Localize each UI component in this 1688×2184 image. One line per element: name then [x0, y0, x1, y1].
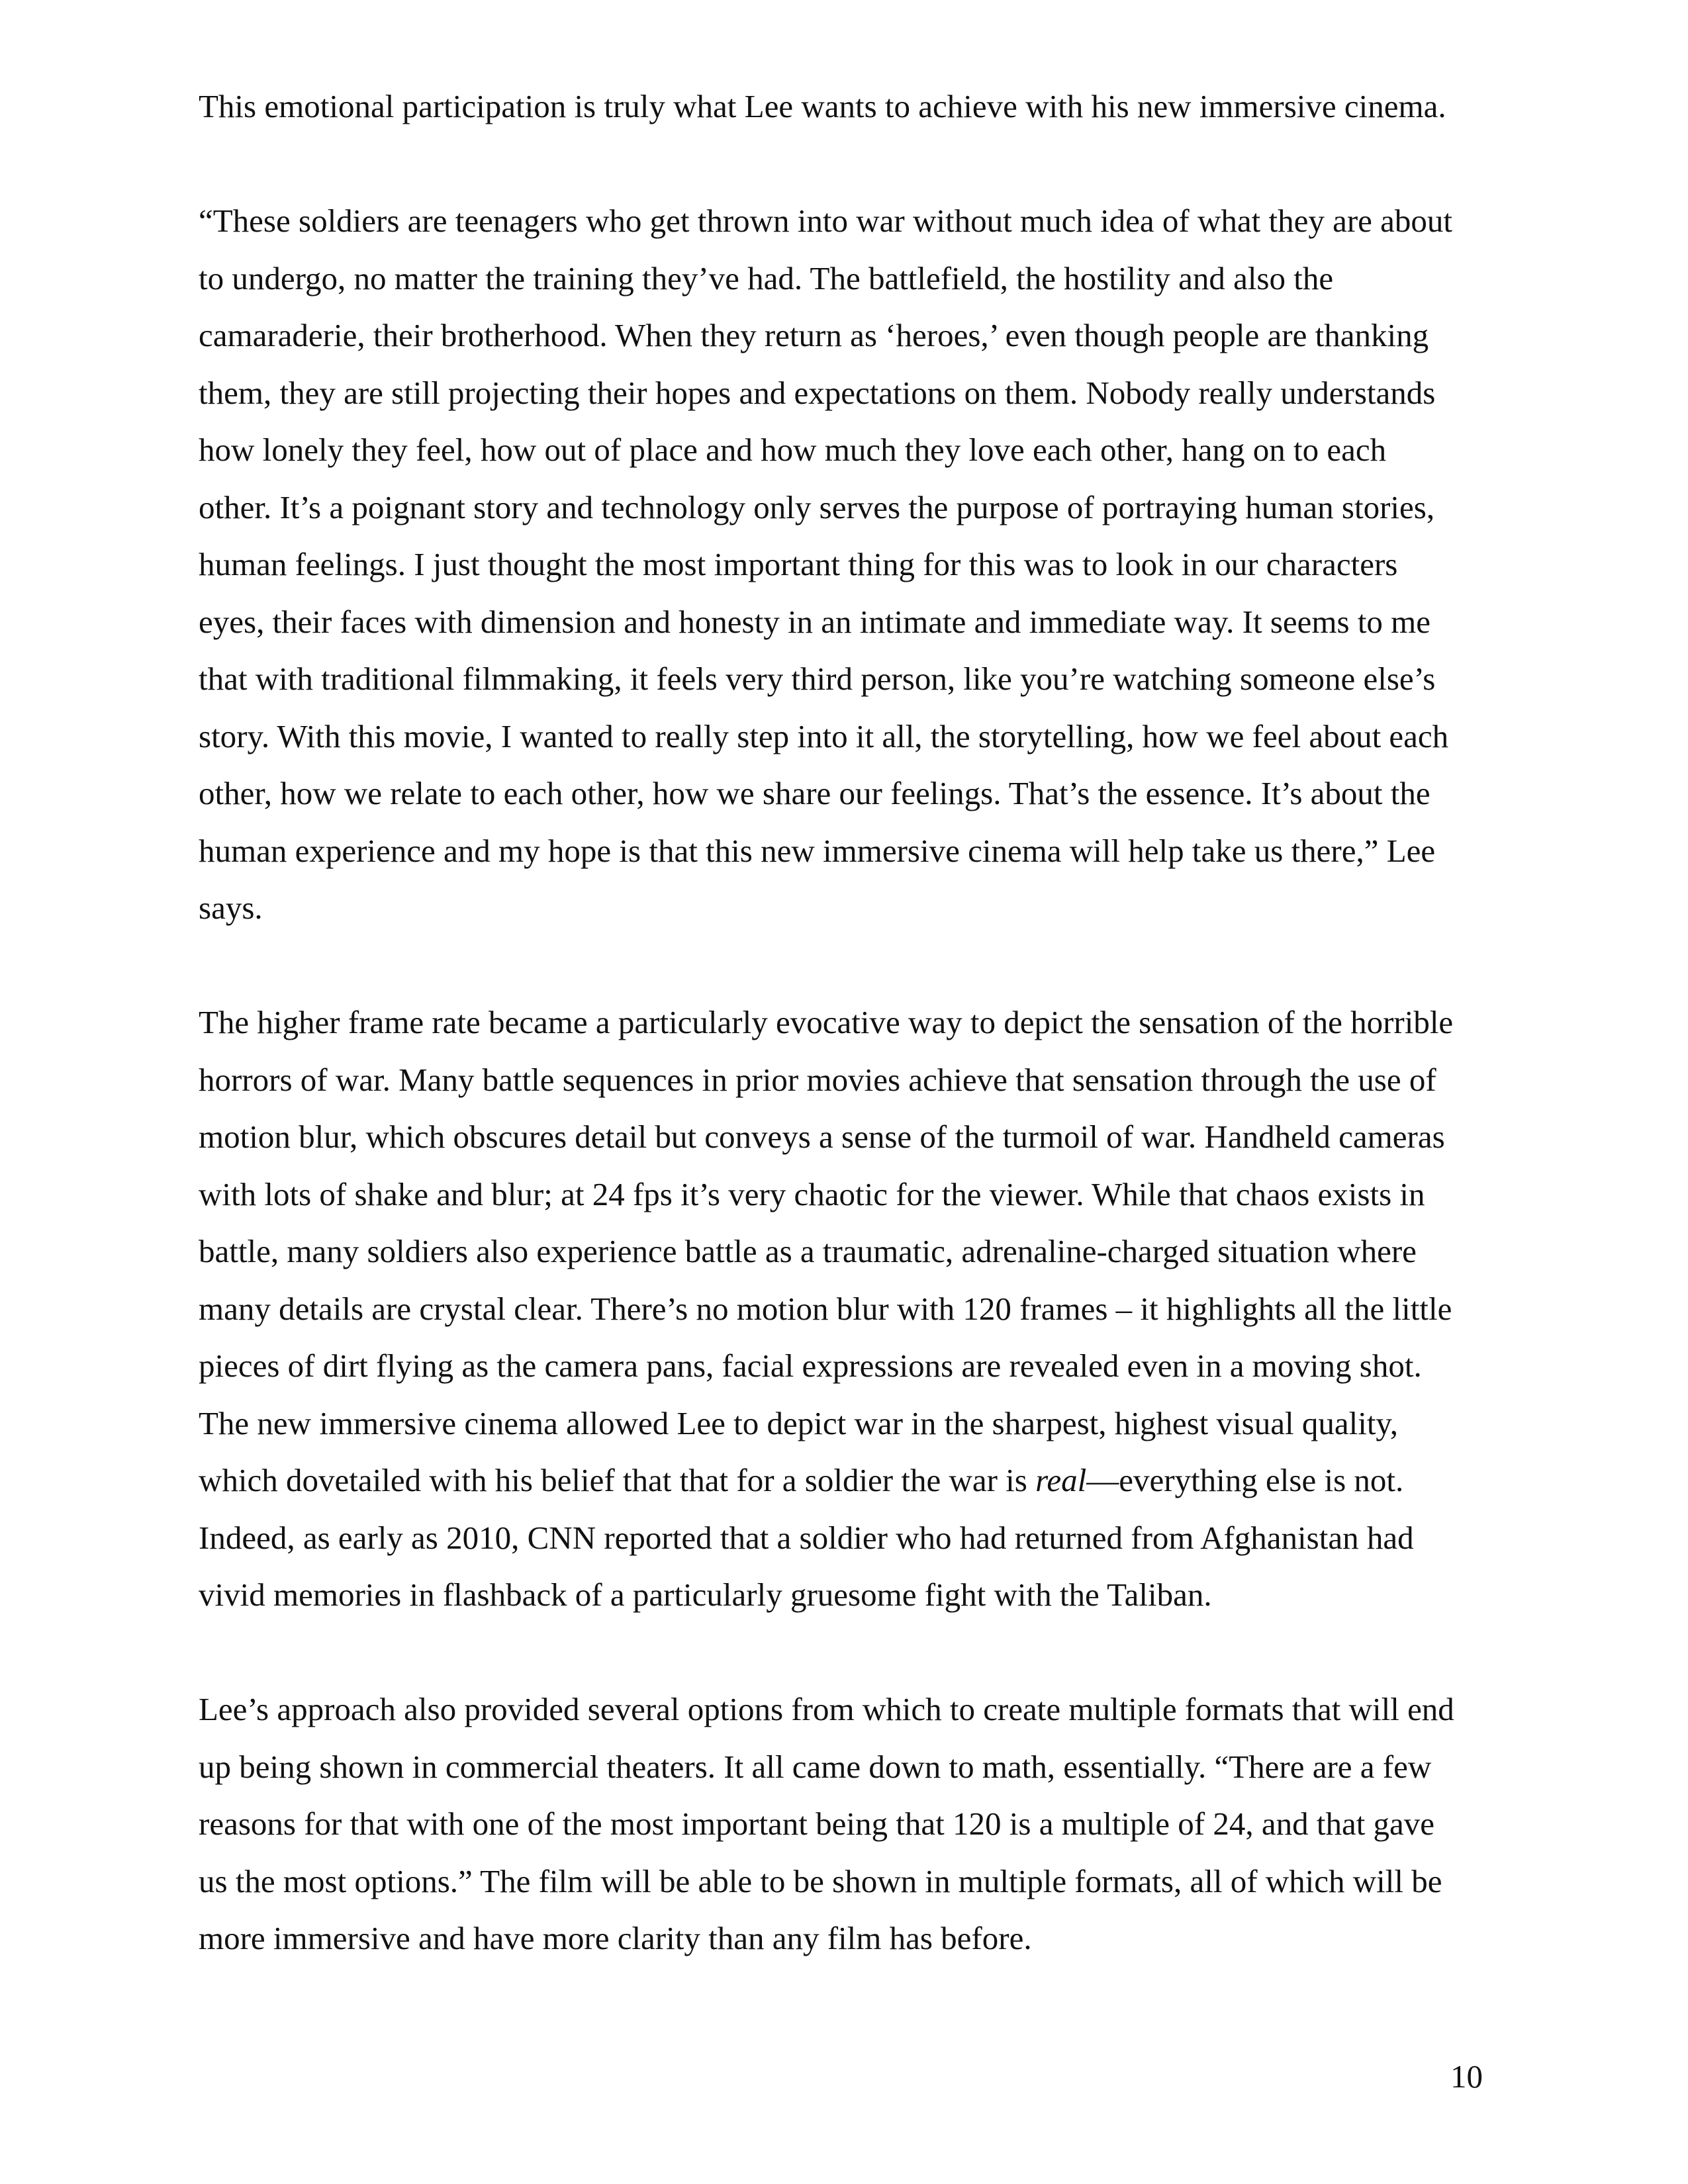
text-line: to undergo, no matter the training they’ve had. The battlefield, the hostility and also the — [199, 259, 1334, 296]
text-line: eyes, their faces with dimension and honesty in an intimate and immediate way. It seems to me — [199, 603, 1431, 640]
text-line: up being shown in commercial theaters. It all came down to math, essentially. “There are a few — [199, 1748, 1432, 1785]
text-segment: which dovetailed with his belief that that for a soldier the war is — [199, 1462, 1036, 1498]
text-line: pieces of dirt flying as the camera pans, facial expressions are revealed even in a moving shot. — [199, 1347, 1422, 1384]
text-line: other. It’s a poignant story and technology only serves the purpose of portraying human stories, — [199, 488, 1435, 525]
text-line: more immersive and have more clarity than any film has before. — [199, 1920, 1032, 1956]
text-line: that with traditional filmmaking, it feels very third person, like you’re watching someone else’s — [199, 660, 1436, 697]
text-line: human experience and my hope is that this new immersive cinema will help take us there,” Lee — [199, 832, 1436, 869]
text-line: reasons for that with one of the most important being that 120 is a multiple of 24, and that gave — [199, 1805, 1435, 1842]
text-line: many details are crystal clear. There’s no motion blur with 120 frames – it highlights all the little — [199, 1290, 1452, 1327]
text-line: The higher frame rate became a particularly evocative way to depict the sensation of the horrible — [199, 1004, 1454, 1040]
text-line: how lonely they feel, how out of place and how much they love each other, hang on to each — [199, 432, 1387, 468]
text-line: them, they are still projecting their hopes and expectations on them. Nobody really understands — [199, 374, 1436, 411]
text-segment: —everything else is not. — [1086, 1462, 1404, 1498]
paragraph-1 — [199, 78, 1496, 136]
paragraph-3 — [199, 994, 1496, 1624]
text-line: human feelings. I just thought the most important thing for this was to look in our characters — [199, 546, 1398, 582]
text-line-with-italic — [199, 1452, 1496, 1510]
text-line: other, how we relate to each other, how we share our feelings. That’s the essence. It’s about the — [199, 775, 1430, 811]
text-line: vivid memories in flashback of a particularly gruesome fight with the Taliban. — [199, 1576, 1212, 1613]
text-line: The new immersive cinema allowed Lee to depict war in the sharpest, highest visual quality, — [199, 1404, 1398, 1441]
text-line: with lots of shake and blur; at 24 fps it’s very chaotic for the viewer. While that chaos exists in — [199, 1175, 1425, 1212]
text-line: Lee’s approach also provided several options from which to create multiple formats that will end — [199, 1691, 1454, 1727]
text-line: story. With this movie, I wanted to really step into it all, the storytelling, how we feel about each — [199, 717, 1449, 754]
page-number: 10 — [1450, 2058, 1483, 2095]
paragraph-2-quote — [199, 193, 1496, 937]
italic-word: real — [1035, 1462, 1087, 1498]
text-line: “These soldiers are teenagers who get thrown into war without much idea of what they are about — [199, 203, 1453, 239]
text-line: us the most options.” The film will be able to be shown in multiple formats, all of which will be — [199, 1862, 1442, 1899]
text-line: Indeed, as early as 2010, CNN reported that a soldier who had returned from Afghanistan had — [199, 1519, 1414, 1556]
text-line: camaraderie, their brotherhood. When they return as ‘heroes,’ even though people are thanking — [199, 317, 1429, 353]
text-line: says. — [199, 889, 263, 926]
text-line: battle, many soldiers also experience battle as a traumatic, adrenaline-charged situation where — [199, 1233, 1417, 1269]
text-line: motion blur, which obscures detail but conveys a sense of the turmoil of war. Handheld cameras — [199, 1118, 1445, 1155]
body-text — [199, 78, 1496, 2025]
text-line: This emotional participation is truly what Lee wants to achieve with his new immersive cinema. — [199, 88, 1446, 124]
paragraph-4 — [199, 1681, 1496, 1968]
text-line: horrors of war. Many battle sequences in prior movies achieve that sensation through the use of — [199, 1061, 1436, 1098]
